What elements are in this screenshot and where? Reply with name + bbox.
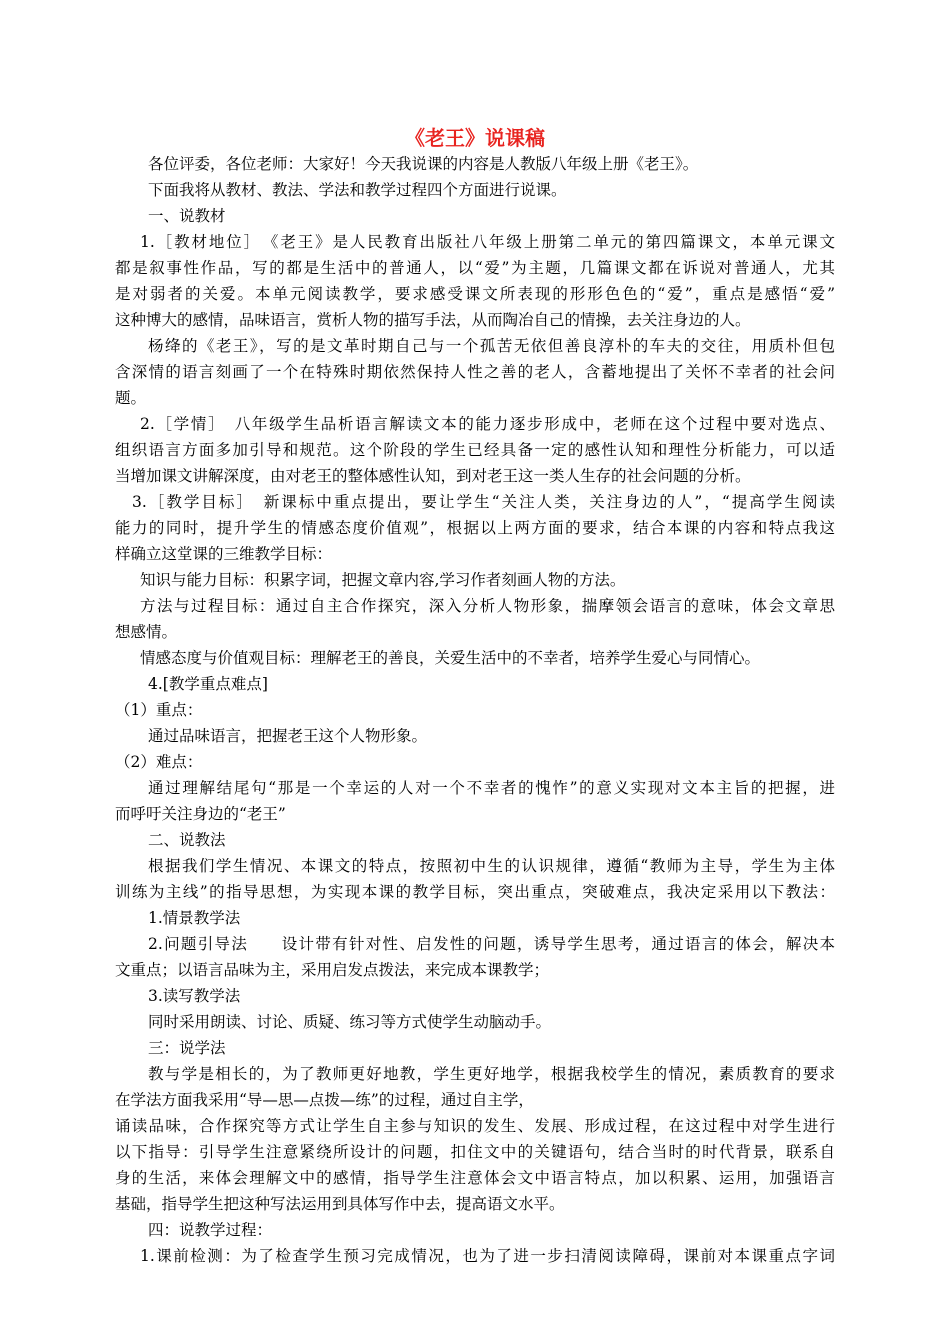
section-heading: 一、说教材 — [148, 207, 226, 225]
section-heading: 四：说教学过程： — [148, 1221, 273, 1239]
paragraph-line: 通过理解结尾句“那是一个幸运的人对一个不幸者的愧怍”的意义实现对文本主旨的把握，进 — [148, 779, 835, 797]
paragraph-line: 2.［学情］ 八年级学生品析语言解读文本的能力逐步形成中，老师在这个过程中要对选点、 — [140, 415, 835, 433]
paragraph-line: 在学法方面我采用“导—思—点拨—练”的过程，通过自主学， — [115, 1091, 534, 1109]
paragraph-line: 这种博大的感情，品味语言，赏析人物的描写手法，从而陶冶自己的情操，去关注身边的人。 — [115, 311, 751, 329]
paragraph-line: 情感态度与价值观目标：理解老王的善良，关爱生活中的不幸者，培养学生爱心与同情心。 — [140, 649, 761, 667]
paragraph-line: 想感情。 — [115, 623, 178, 641]
paragraph-line: 都是叙事性作品，写的都是生活中的普通人，以“爱”为主题，几篇课文都在诉说对普通人，尤其 — [115, 259, 835, 277]
paragraph-line: 3.［教学目标］ 新课标中重点提出，要让学生“关注人类，关注身边的人”，“提高学生阅读 — [132, 493, 835, 511]
paragraph-line: 教与学是相长的，为了教师更好地教，学生更好地学，根据我校学生的情况，素质教育的要求 — [148, 1065, 835, 1083]
paragraph-line: 1.课前检测：为了检查学生预习完成情况，也为了进一步扫清阅读障碍，课前对本课重点字词 — [140, 1247, 835, 1265]
paragraph-line: （1）重点： — [115, 701, 203, 719]
paragraph-line: 含深情的语言刻画了一个在特殊时期依然保持人性之善的老人，含蓄地提出了关怀不幸者的社会问 — [115, 363, 835, 381]
paragraph-line: 当增加课文讲解深度，由对老王的整体感性认知，到对老王这一类人生存的社会问题的分析。 — [115, 467, 751, 485]
paragraph-line: 3.读写教学法 — [148, 987, 241, 1005]
paragraph-line: 根据我们学生情况、本课文的特点，按照初中生的认识规律，遵循“教师为主导，学生为主体 — [148, 857, 835, 875]
paragraph-line: 1.［教材地位］ 《老王》是人民教育出版社八年级上册第二单元的第四篇课文，本单元课文 — [140, 233, 835, 251]
paragraph-line: 训练为主线”的指导思想，为实现本课的教学目标，突出重点，突破难点，我决定采用以下教法： — [115, 883, 835, 901]
paragraph-line: 能力的同时，提升学生的情感态度价值观”，根据以上两方面的要求，结合本课的内容和特点我这 — [115, 519, 835, 537]
paragraph-line: 下面我将从教材、教法、学法和教学过程四个方面进行说课。 — [148, 181, 567, 199]
paragraph-line: 通过品味语言，把握老王这个人物形象。 — [148, 727, 428, 745]
paragraph-line: 基础，指导学生把这种写法运用到具体写作中去，提高语文水平。 — [115, 1195, 565, 1213]
section-heading: 三：说学法 — [148, 1039, 226, 1057]
paragraph-line: 诵读品味，合作探究等方式让学生自主参与知识的发生、发展、形成过程，在这过程中对学生进行 — [115, 1117, 835, 1135]
paragraph-line: 是对弱者的关爱。本单元阅读教学，要求感受课文所表现的形形色色的“爱”，重点是感悟“爱” — [115, 285, 835, 303]
paragraph-line: 方法与过程目标：通过自主合作探究，深入分析人物形象，揣摩领会语言的意味，体会文章思 — [140, 597, 835, 615]
paragraph-line: 1.情景教学法 — [148, 909, 241, 927]
paragraph-line: 而呼吁关注身边的“老王” — [115, 805, 286, 823]
paragraph-line: 样确立这堂课的三维教学目标： — [115, 545, 333, 563]
paragraph-line: 知识与能力目标：积累字词，把握文章内容,学习作者刻画人物的方法。 — [140, 571, 626, 589]
section-heading: 二、说教法 — [148, 831, 226, 849]
paragraph-line: 2.问题引导法 设计带有针对性、启发性的问题，诱导学生思考，通过语言的体会，解决本 — [148, 935, 835, 953]
document-title: 《老王》说课稿 — [405, 126, 545, 150]
paragraph-line: 文重点；以语言品味为主，采用启发点拨法，来完成本课教学； — [115, 961, 550, 979]
paragraph-line: 题。 — [115, 389, 147, 407]
paragraph-line: 各位评委，各位老师：大家好！今天我说课的内容是人教版八年级上册《老王》。 — [148, 155, 699, 173]
paragraph-line: 同时采用朗读、讨论、质疑、练习等方式使学生动脑动手。 — [148, 1013, 552, 1031]
paragraph-line: 杨绛的《老王》，写的是文革时期自己与一个孤苦无依但善良淳朴的车夫的交往，用质朴但包 — [148, 337, 835, 355]
paragraph-line: 以下指导：引导学生注意紧绕所设计的问题，扣住文中的关键语句，结合当时的时代背景，联系自 — [115, 1143, 835, 1161]
paragraph-line: 组织语言方面多加引导和规范。这个阶段的学生已经具备一定的感性认知和理性分析能力，可以适 — [115, 441, 835, 459]
paragraph-line: 身的生活，来体会理解文中的感情，指导学生注意体会文中语言特点，加以积累、运用，加强语言 — [115, 1169, 835, 1187]
paragraph-line: （2）难点： — [115, 753, 203, 771]
section-heading: 4.[教学重点难点] — [148, 675, 268, 693]
